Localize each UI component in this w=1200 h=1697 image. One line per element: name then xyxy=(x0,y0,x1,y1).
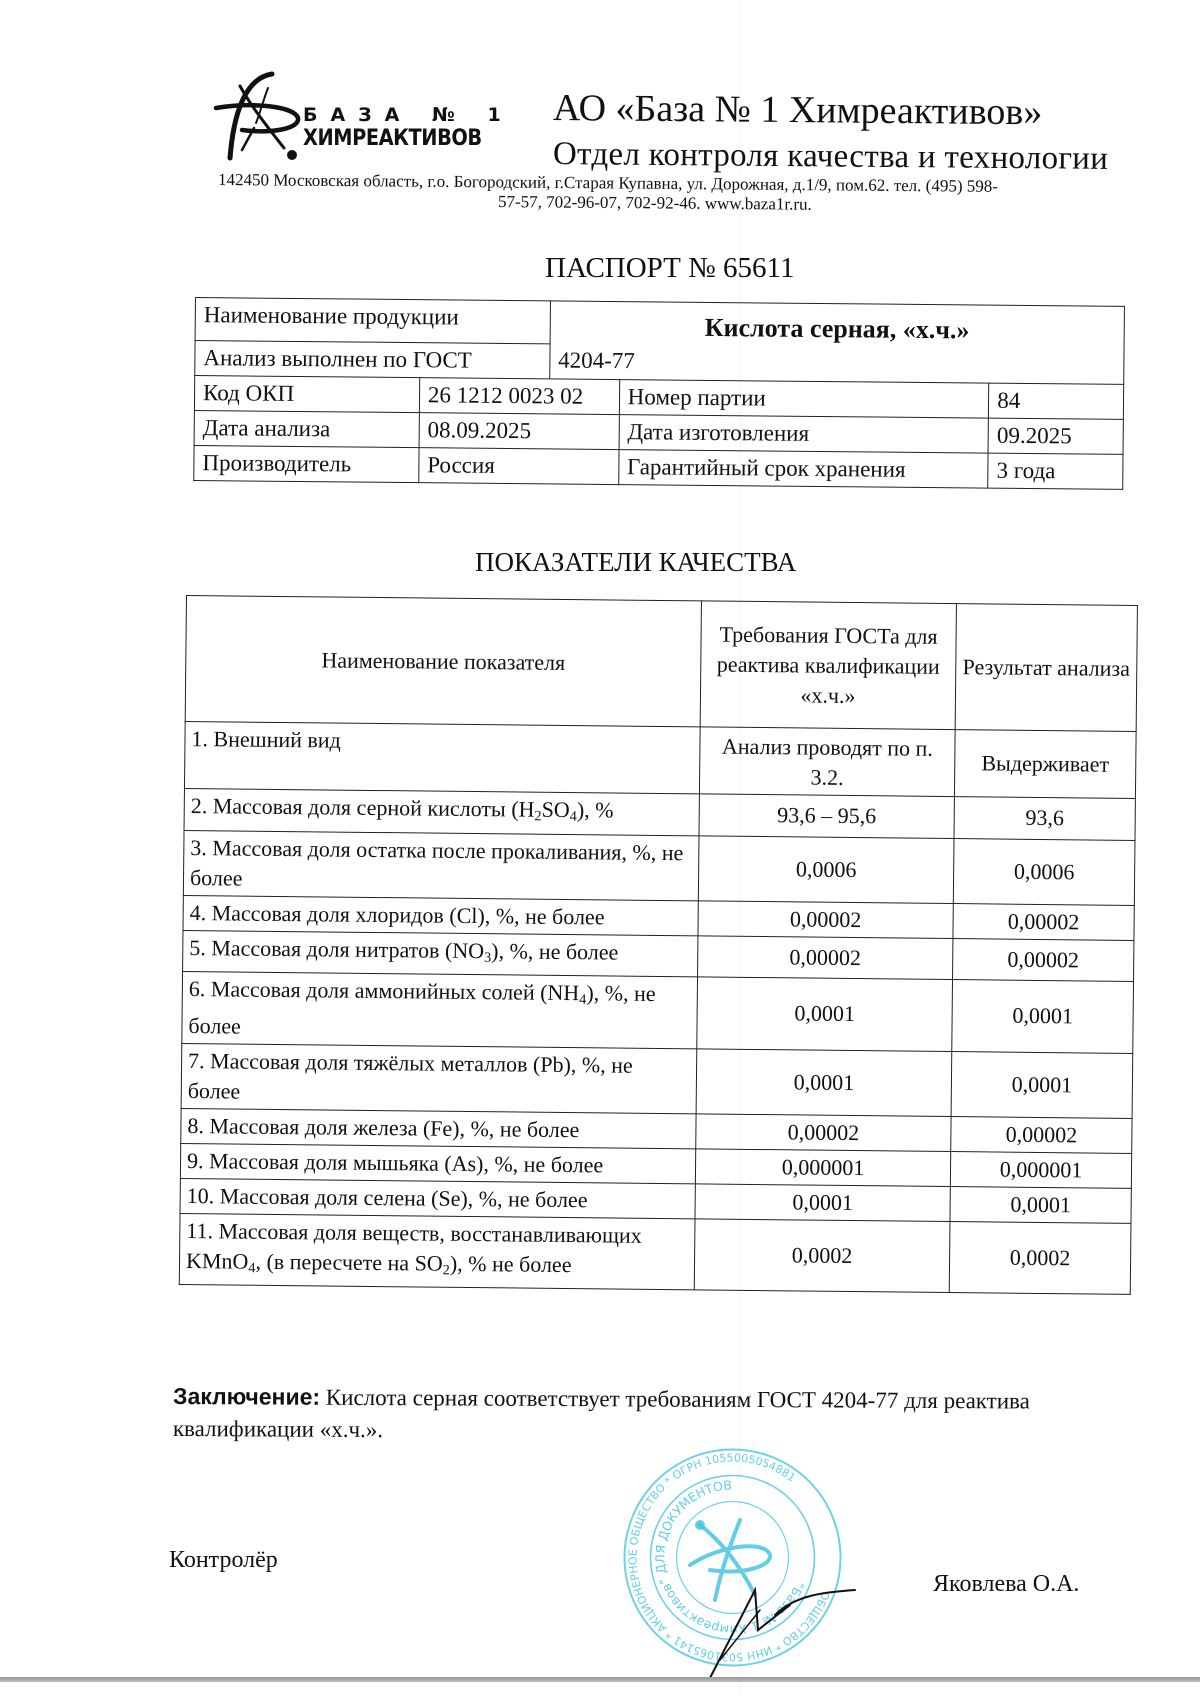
shelf-life-label: Гарантийный срок хранения xyxy=(618,449,988,488)
quality-header-row xyxy=(185,596,1137,732)
indicator-name: 3. Массовая доля остатка после прокаливания, %, не более xyxy=(183,830,699,900)
indicator-name: 9. Массовая доля мышьяка (As), %, не более xyxy=(180,1143,695,1183)
stamp-outer-text: ОБЩЕСТВО * ИНН 5031065141 * АКЦИОНЕРНОЕ ОБЩЕСТВО * ОГРН 1055005054881 xyxy=(626,1451,833,1664)
gost-requirement: 0,0001 xyxy=(697,977,953,1051)
manufacture-date-label: Дата изготовления xyxy=(619,414,989,453)
indicator-name: 11. Массовая доля веществ, восстанавливающих KMnO$_4$, (в пересчете на $SO_2$), % не более xyxy=(179,1213,695,1290)
indicator-name: 8. Массовая доля железа (Fe), %, не более xyxy=(181,1108,696,1148)
gost-requirement: 0,0001 xyxy=(695,1184,950,1222)
table-row xyxy=(182,972,1134,1054)
conclusion xyxy=(173,1380,1073,1450)
company-name: АО «База № 1 Химреактивов» xyxy=(552,87,1043,134)
manufacture-date-value: 09.2025 xyxy=(988,418,1123,454)
logo-wordmark xyxy=(303,104,514,152)
analysis-date-label: Дата анализа xyxy=(194,410,419,447)
analysis-result: Выдерживает xyxy=(954,730,1136,799)
analysis-result: 0,00002 xyxy=(953,938,1134,981)
analysis-date-value: 08.09.2025 xyxy=(419,412,619,449)
gost-label: Анализ выполнен по ГОСТ xyxy=(195,340,550,378)
scan-bottom-edge xyxy=(0,1677,1200,1682)
indicator-name: 7. Массовая доля тяжёлых металлов (Pb), %, не более xyxy=(181,1043,697,1113)
department-name: Отдел контроля качества и технологии xyxy=(552,136,1109,177)
indicator-name: 4. Массовая доля хлоридов (Cl), %, не более xyxy=(183,895,698,935)
info-row-manufacturer xyxy=(194,445,1123,489)
indicator-name: 1. Внешний вид xyxy=(184,721,700,793)
analysis-result: 0,0006 xyxy=(953,838,1135,905)
indicator-name: 6. Массовая доля аммонийных солей $(NH_4)$, %, не более xyxy=(182,972,698,1049)
controller-label: Контролёр xyxy=(169,1547,278,1573)
address-line-1: 142450 Московская область, г.о. Богородский, г.Старая Купавна, ул. Дорожная, д.1/9, пом.62. тел. (495) 598- xyxy=(217,170,999,196)
okp-value: 26 1212 0023 02 xyxy=(419,377,619,414)
conclusion-text: Кислота серная соответствует требованиям ГОСТ 4204-77 для реактива квалификации «х.ч.». xyxy=(172,1384,1030,1443)
table-row xyxy=(181,1043,1133,1118)
quality-indicators-table xyxy=(179,595,1138,1295)
batch-label: Номер партии xyxy=(619,379,989,418)
analysis-result: 0,00002 xyxy=(951,1116,1132,1153)
product-info-table xyxy=(193,297,1125,489)
indicator-name: 10. Массовая доля селена (Se), %, не более xyxy=(180,1178,695,1218)
gost-requirement: 0,00002 xyxy=(698,900,953,938)
logo-line-2: ХИМРЕАКТИВОВ xyxy=(303,126,482,151)
table-row xyxy=(183,830,1135,905)
analysis-result: 0,0001 xyxy=(952,980,1134,1053)
analysis-result: 0,0001 xyxy=(951,1051,1133,1118)
product-name: Кислота серная, «х.ч.» xyxy=(550,301,1125,349)
gost-requirement: 0,000001 xyxy=(695,1149,950,1187)
quality-section-title: ПОКАЗАТЕЛИ КАЧЕСТВА xyxy=(475,547,797,577)
manufacturer-label: Производитель xyxy=(194,445,419,482)
analysis-result: 0,0001 xyxy=(950,1186,1131,1223)
gost-requirement: 93,6 – 95,6 xyxy=(699,794,954,838)
analysis-result: 0,0002 xyxy=(949,1221,1131,1294)
controller-name: Яковлева О.А. xyxy=(933,1571,1080,1597)
conclusion-label: Заключение: xyxy=(173,1383,321,1410)
analysis-result: 0,000001 xyxy=(950,1151,1131,1188)
gost-requirement: 0,00002 xyxy=(698,935,953,979)
company-logo-icon xyxy=(212,68,302,163)
header-indicator-name: Наименование показателя xyxy=(185,596,701,727)
gost-requirement: 0,0002 xyxy=(694,1219,950,1293)
analysis-result: 0,00002 xyxy=(953,903,1134,940)
indicator-name: 2. Массовая доля серной кислоты $(H_2SO_4)$, % xyxy=(184,788,699,835)
address-line-2: 57-57, 702-96-07, 702-92-46. www.baza1r.ru. xyxy=(497,192,812,214)
gost-requirement: Анализ проводят по п. 3.2. xyxy=(699,727,955,797)
gost-requirement: 0,0001 xyxy=(696,1049,952,1117)
header-analysis-result: Результат анализа xyxy=(955,604,1137,732)
signature-icon xyxy=(700,1550,860,1690)
table-row xyxy=(179,1213,1131,1295)
analysis-result: 93,6 xyxy=(954,797,1135,840)
gost-requirement: 0,00002 xyxy=(696,1114,951,1152)
gost-requirement: 0,0006 xyxy=(698,835,954,903)
table-row xyxy=(184,721,1136,798)
passport-title: ПАСПОРТ № 65611 xyxy=(545,252,795,284)
stamp-inner-text: "База № 1 Химреактивов" ДЛЯ ДОКУМЕНТОВ xyxy=(652,1477,808,1638)
okp-label: Код ОКП xyxy=(194,375,419,412)
logo-line-1: БАЗА № 1 xyxy=(303,104,514,126)
product-label: Наименование продукции xyxy=(195,298,550,344)
shelf-life-value: 3 года xyxy=(988,453,1123,489)
header-gost-requirement: Требования ГОСТа для реактива квалификации «х.ч.» xyxy=(700,601,956,730)
manufacturer-value: Россия xyxy=(419,447,619,484)
indicator-name: 5. Массовая доля нитратов $(NO_3)$, %, не более xyxy=(183,930,698,977)
batch-value: 84 xyxy=(989,383,1124,419)
gost-value: 4204-77 xyxy=(550,343,1125,384)
